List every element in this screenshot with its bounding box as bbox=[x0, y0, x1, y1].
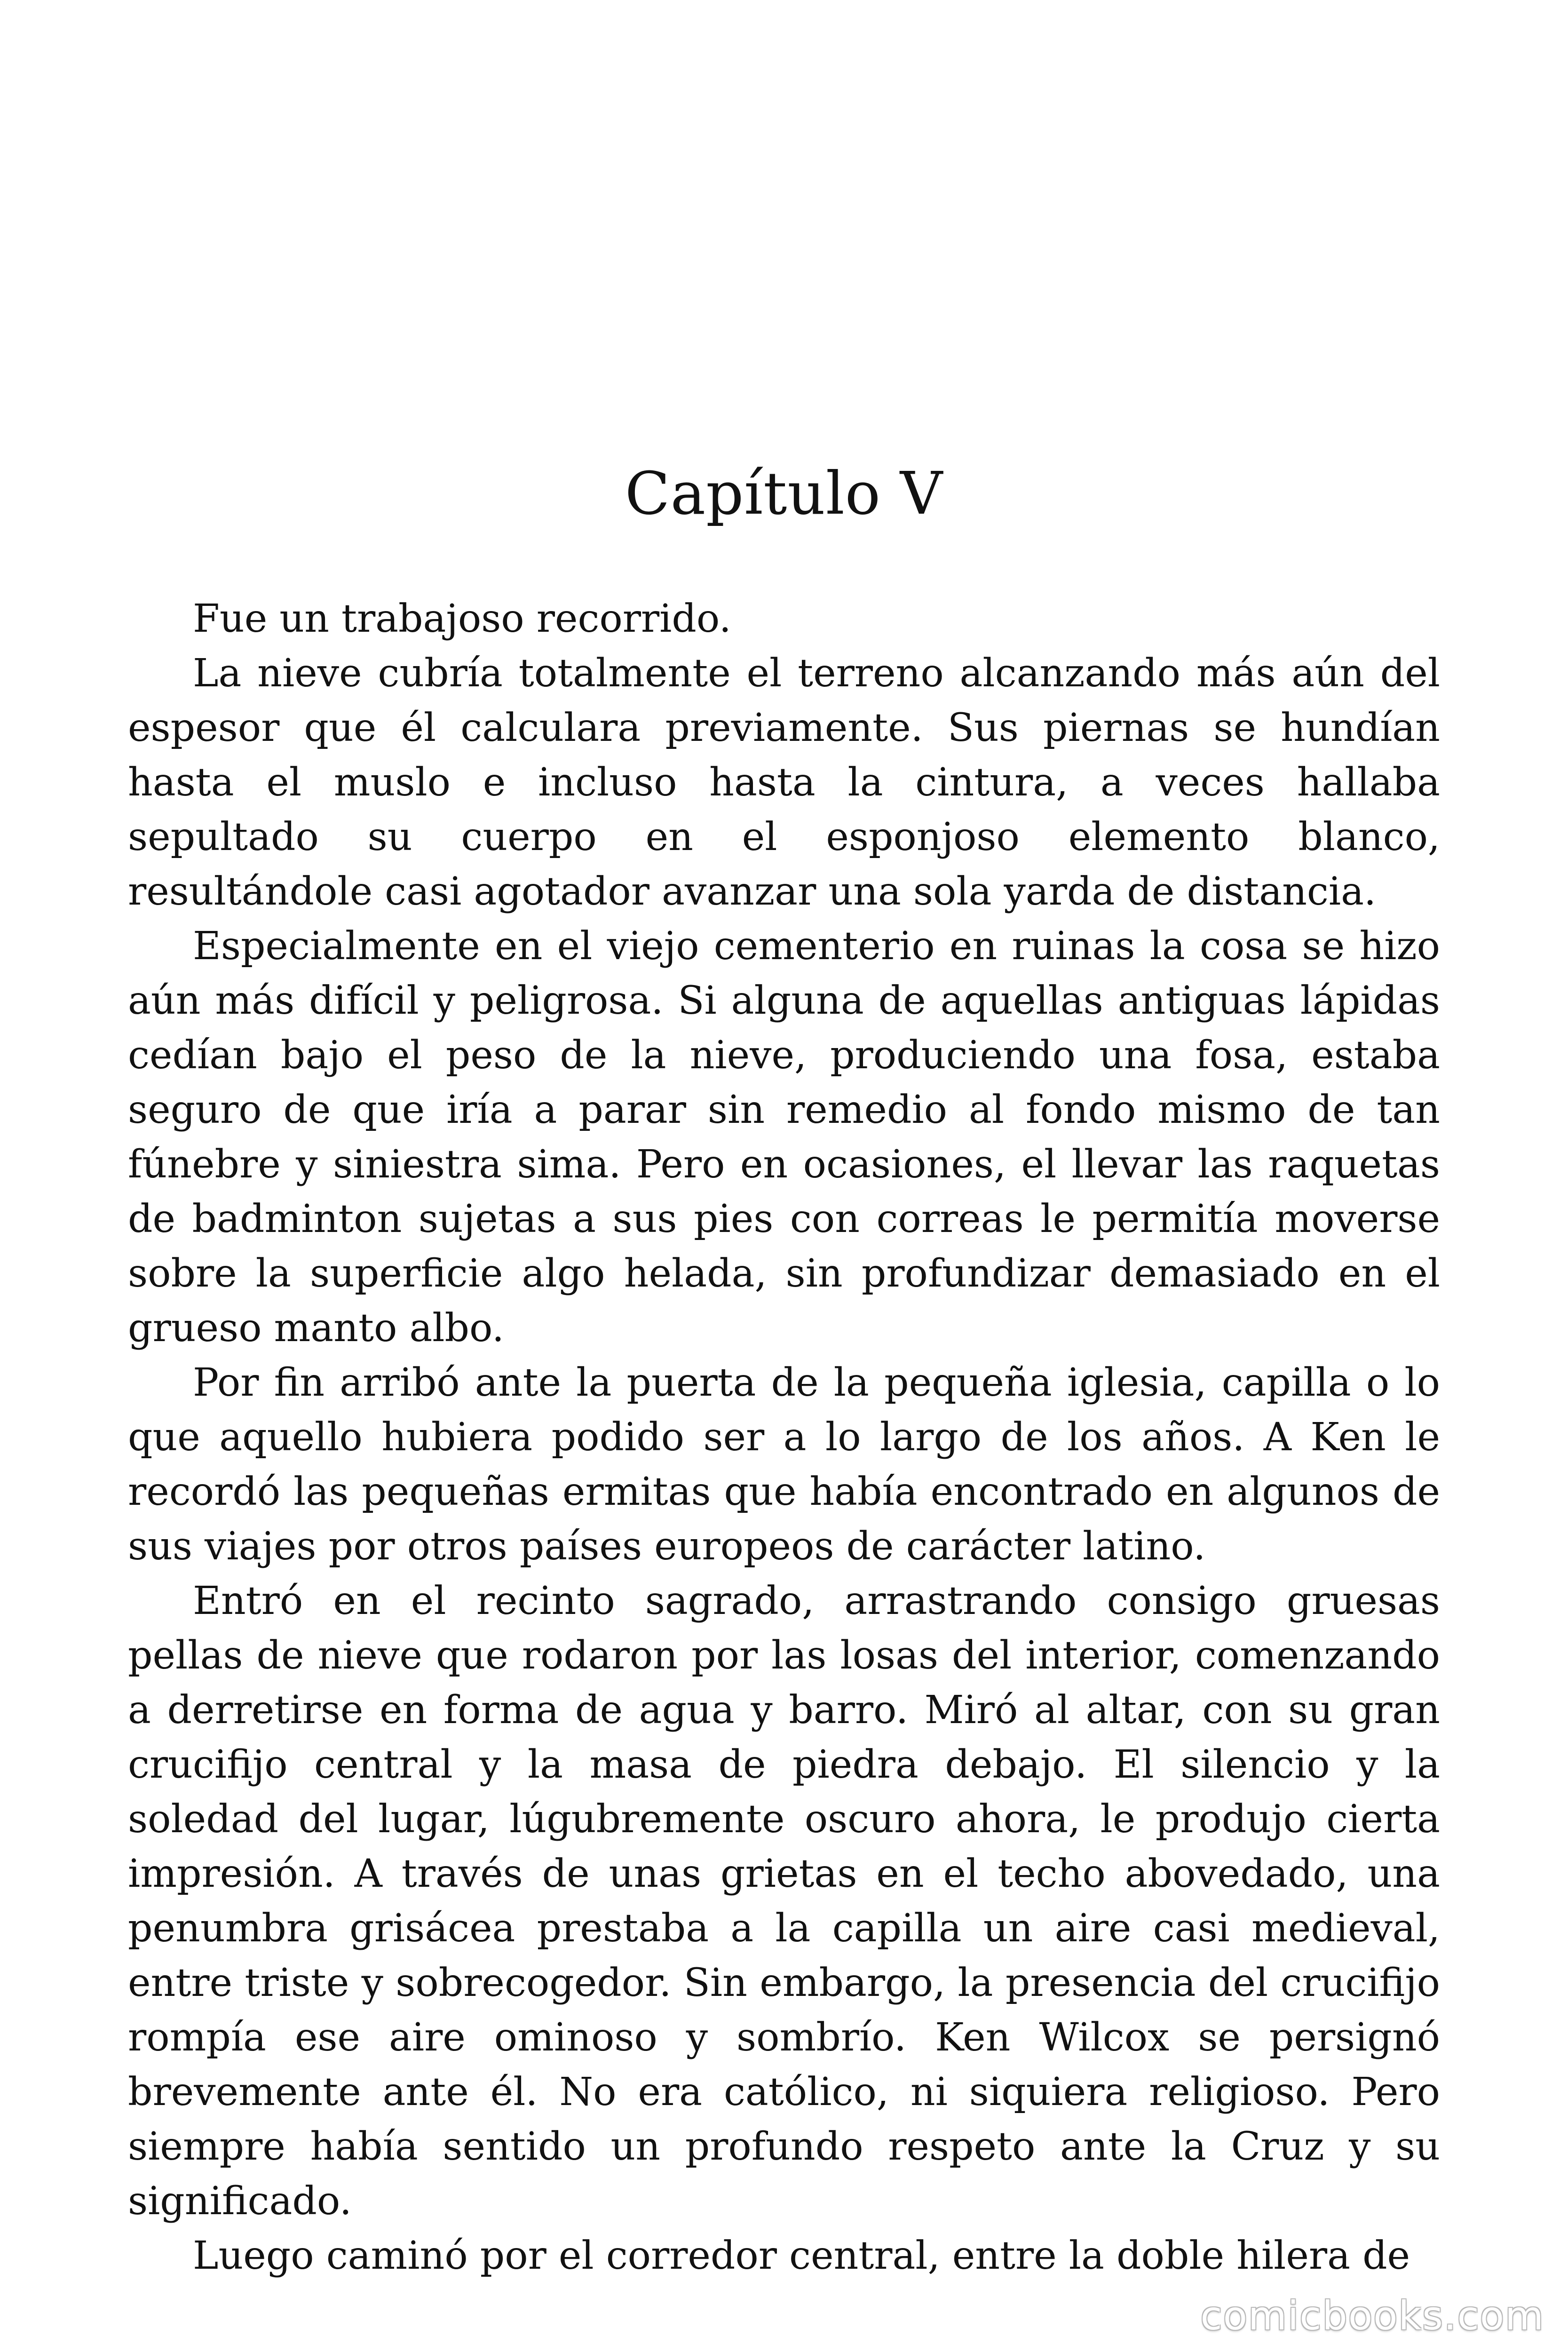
paragraph-last: Luego caminó por el corredor central, entre la doble hilera de bbox=[193, 2233, 1410, 2278]
paragraph: Fue un trabajoso recorrido. bbox=[193, 596, 731, 641]
body-text bbox=[128, 592, 1440, 2283]
paragraph: Especialmente en el viejo cementerio en ruinas la cosa se hizo aún más difícil y peligrosa. Si alguna de aquellas antiguas lápidas cedían bajo el peso de la nieve, produciendo una fosa, estaba seguro de que iría a parar sin remedio al fondo mismo de tan fúnebre y siniestra sima. Pero en ocasiones, el llevar las raquetas de badminton sujetas a sus pies con correas le permitía moverse sobre la superficie algo helada, sin profundizar demasiado en el grueso manto albo. bbox=[128, 924, 1440, 1351]
paragraph: La nieve cubría totalmente el terreno alcanzando más aún del espesor que él calculara previamente. Sus piernas se hundían hasta el muslo e incluso hasta la cintura, a veces hallaba sepultado su cuerpo en el esponjoso elemento blanco, resultándole casi agotador avanzar una sola yarda de distancia. bbox=[128, 651, 1440, 914]
paragraph: Por fin arribó ante la puerta de la pequeña iglesia, capilla o lo que aquello hubiera podido ser a lo largo de los años. A Ken le recordó las pequeñas ermitas que había encontrado en algunos de sus viajes por otros países europeos de carácter latino. bbox=[128, 1360, 1440, 1569]
watermark: comicbooks.com bbox=[1200, 2293, 1544, 2339]
paragraph: Entró en el recinto sagrado, arrastrando consigo gruesas pellas de nieve que rodaron por las losas del interior, comenzando a derretirse en forma de agua y barro. Miró al altar, con su gran crucifijo central y la masa de piedra debajo. El silencio y la soledad del lugar, lúgubremente oscuro ahora, le produjo cierta impresión. A través de unas grietas en el techo abovedado, una penumbra grisácea prestaba a la capilla un aire casi medieval, entre triste y sobrecogedor. Sin embargo, la presencia del crucifijo rompía ese aire ominoso y sombrío. Ken Wilcox se persignó brevemente ante él. No era católico, ni siquiera religioso. Pero siempre había sentido un profundo respeto ante la Cruz y su significado. bbox=[128, 1579, 1440, 2224]
chapter-title: Capítulo V bbox=[625, 460, 943, 528]
